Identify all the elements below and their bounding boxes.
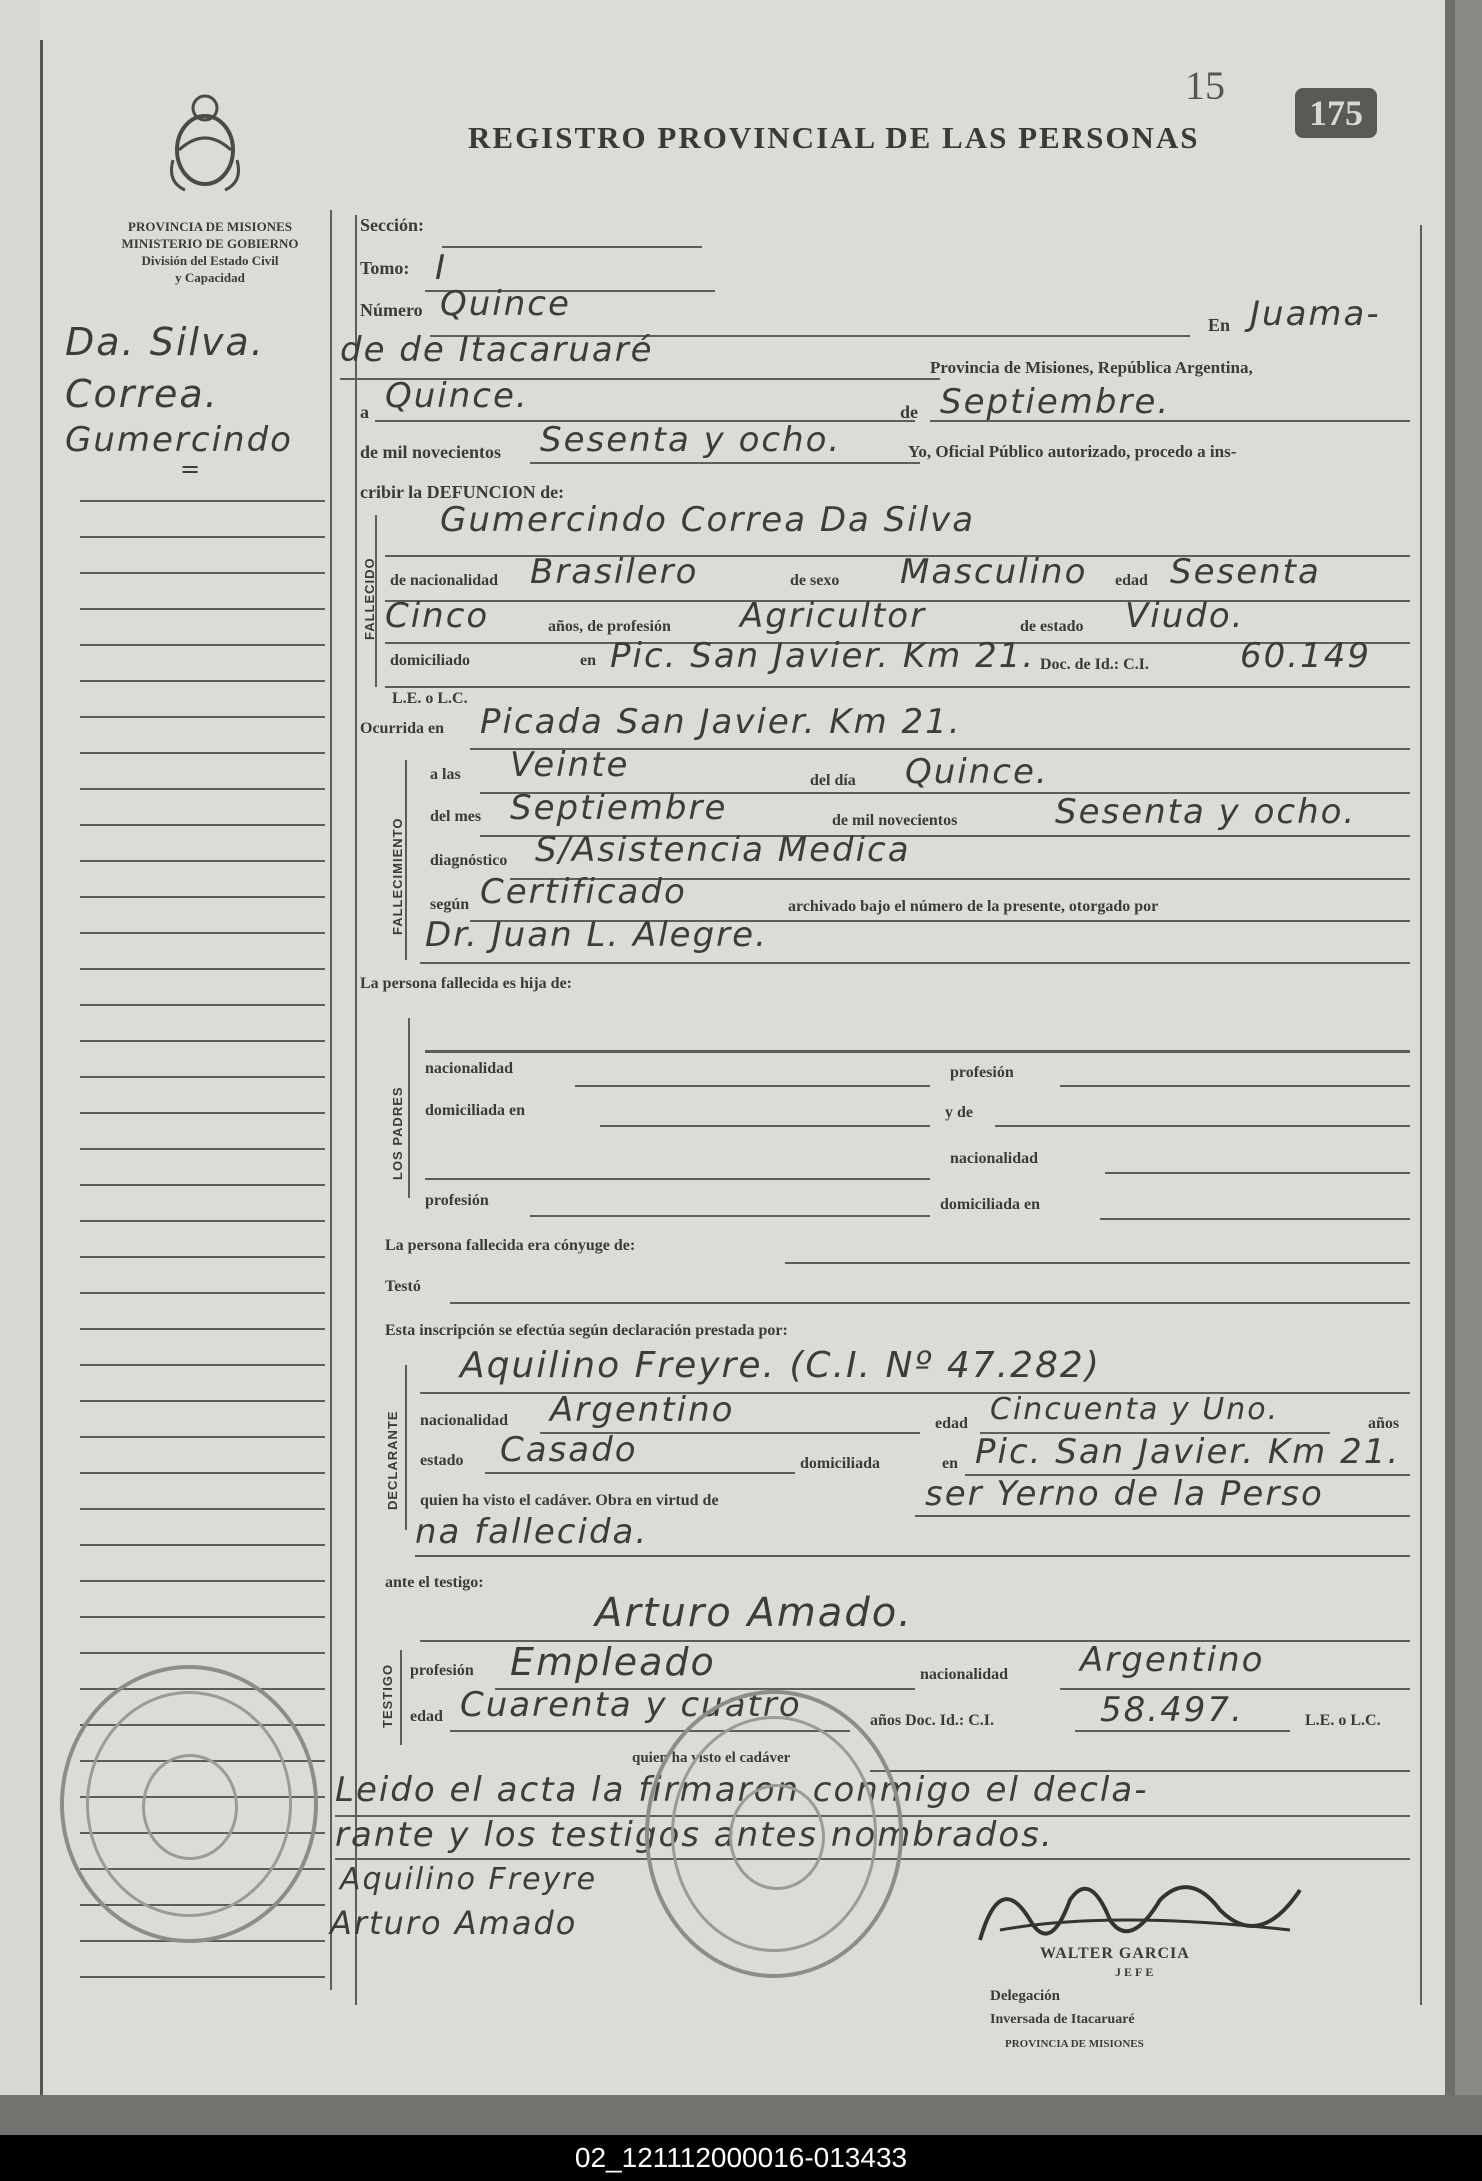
padre-profesion-label: profesión — [950, 1064, 1014, 1081]
provincia-text: PROVINCIA DE MISIONES — [1005, 2038, 1144, 2050]
mes-label: del mes — [430, 808, 482, 825]
padre-nacionalidad-label: nacionalidad — [425, 1060, 514, 1077]
doctor-line — [420, 962, 1410, 964]
margin-rule — [80, 1004, 325, 1006]
en-value: Juama- — [1250, 294, 1381, 334]
month-line — [930, 420, 1410, 422]
tomo-label: Tomo: — [360, 258, 410, 278]
closing-line-2: rante y los testigos antes nombrados. — [335, 1815, 1054, 1855]
margin-rule — [80, 824, 325, 826]
document-page — [40, 0, 1455, 2110]
declarante-obra-line-2 — [415, 1555, 1410, 1557]
fallecido-domicilio-label: domiciliado — [390, 652, 471, 669]
declarante-name: Aquilino Freyre. (C.I. Nº 47.282) — [460, 1345, 1101, 1386]
testigo-edad-label: edad — [410, 1708, 443, 1725]
declarante-anios-label: años — [1368, 1415, 1400, 1432]
testo-label: Testó — [385, 1278, 421, 1295]
testigo-bracket — [400, 1650, 402, 1745]
de-label: de — [900, 402, 918, 422]
year-line — [530, 462, 920, 464]
margin-rule — [80, 1148, 325, 1150]
margin-rule — [80, 680, 325, 682]
testigo-doc-line — [1075, 1730, 1290, 1732]
margin-rule — [80, 860, 325, 862]
official-text: Yo, Oficial Público autorizado, procedo a ins- — [908, 442, 1237, 461]
margin-rule — [80, 1040, 325, 1042]
conyuge-text: La persona fallecida era cónyuge de: — [385, 1237, 636, 1254]
seccion-line — [442, 246, 702, 248]
fallecido-row4-line — [385, 686, 1410, 688]
ocurrida-value: Picada San Javier. Km 21. — [480, 702, 962, 742]
padres-bracket — [408, 1018, 410, 1198]
testigo-nacionalidad-label: nacionalidad — [920, 1666, 1009, 1683]
declarante-domiciliada-label: domiciliada — [800, 1455, 881, 1472]
declarante-bracket — [405, 1365, 407, 1530]
place-value: de de Itacaruaré — [340, 330, 654, 370]
declarante-cadaver-text: quien ha visto el cadáver. Obra en virtud de — [420, 1492, 719, 1509]
fallecido-edad-label: edad — [1115, 572, 1148, 589]
declarante-estado: Casado — [500, 1430, 638, 1470]
testigo-doc-label: años Doc. Id.: C.I. — [870, 1712, 995, 1729]
declarante-nacionalidad: Argentino — [550, 1390, 735, 1430]
testigo-profesion-label: profesión — [410, 1662, 474, 1679]
inscribir-text: cribir la DEFUNCION de: — [360, 482, 565, 502]
fallecido-edad-1: Sesenta — [1170, 552, 1321, 592]
coat-of-arms-icon — [165, 90, 245, 200]
book-bottom-edge — [0, 2095, 1482, 2135]
fallecido-sexo: Masculino — [900, 552, 1088, 592]
margin-rule-left — [40, 40, 43, 2100]
margin-rule — [80, 536, 325, 538]
mes-value: Septiembre — [510, 788, 728, 828]
margin-rule — [80, 1184, 325, 1186]
margin-rule — [80, 500, 325, 502]
fallecimiento-section-label: FALLECIMIENTO — [390, 817, 405, 935]
left-page-edge — [0, 0, 40, 2135]
declarante-intro: Esta inscripción se efectúa según declaración prestada por: — [385, 1322, 788, 1339]
fallecido-name: Gumercindo Correa Da Silva — [440, 500, 976, 540]
hora-value: Veinte — [510, 745, 630, 785]
hija-text: La persona fallecida es hija de: — [360, 975, 572, 992]
testo-line — [450, 1302, 1410, 1304]
delegacion-text: Delegación — [990, 1988, 1060, 2004]
margin-note-line-2: Correa. — [65, 372, 219, 416]
margin-rule — [80, 896, 325, 898]
en-label: En — [1208, 315, 1231, 335]
margin-rule — [80, 1256, 325, 1258]
margin-rule — [80, 1580, 325, 1582]
month-value: Septiembre. — [940, 382, 1171, 422]
year-value: Sesenta y ocho. — [540, 420, 842, 460]
fallecido-en-label: en — [580, 652, 596, 669]
margin-rule — [80, 716, 325, 718]
declarante-obra-1: ser Yerno de la Perso — [925, 1474, 1324, 1514]
signature-declarante: Aquilino Freyre — [340, 1862, 598, 1897]
fallecido-doc-label: Doc. de Id.: C.I. — [1040, 656, 1149, 673]
alas-label: a las — [430, 766, 461, 783]
fallecido-nacionalidad: Brasilero — [530, 552, 699, 592]
declarante-estado-line — [485, 1472, 795, 1474]
declarante-edad-label: edad — [935, 1415, 968, 1432]
signature-testigo: Arturo Amado — [330, 1904, 578, 1942]
fallecido-profesion: Agricultor — [740, 596, 927, 636]
margin-rule — [80, 1508, 325, 1510]
province-text: Provincia de Misiones, República Argentina, — [930, 358, 1253, 377]
archivado-text: archivado bajo el número de la presente, otorgado por — [788, 898, 1159, 915]
testigo-section-label: TESTIGO — [380, 1663, 395, 1728]
margin-rule — [80, 1328, 325, 1330]
dia-label: del día — [810, 772, 856, 789]
fallecido-section-label: FALLECIDO — [362, 557, 377, 640]
conyuge-line — [785, 1262, 1410, 1264]
margin-note-mark: = — [180, 455, 203, 483]
fallecido-estado-label: de estado — [1020, 618, 1084, 635]
margin-rule — [80, 1544, 325, 1546]
margin-rule — [80, 968, 325, 970]
madre-nacionalidad-label: nacionalidad — [950, 1150, 1039, 1167]
declarante-obra-line-1 — [915, 1515, 1410, 1517]
margin-rule — [80, 1292, 325, 1294]
fallecido-le-lc-label: L.E. o L.C. — [392, 690, 468, 707]
madre-name-line-2 — [425, 1178, 930, 1180]
padre-profesion-line — [1060, 1085, 1410, 1087]
institution-line-2: MINISTERIO DE GOBIERNO — [121, 236, 299, 251]
tomo-value: I — [435, 248, 448, 288]
madre-name-line — [995, 1125, 1410, 1127]
margin-rule — [80, 1400, 325, 1402]
margin-rule — [80, 1364, 325, 1366]
margin-rule — [80, 1976, 325, 1978]
margin-note-line-1: Da. Silva. — [65, 320, 265, 364]
numero-value: Quince — [440, 284, 571, 324]
numero-label: Número — [360, 300, 423, 320]
oficina-text: Inversada de Itacaruaré — [990, 2012, 1135, 2027]
anio-value: Sesenta y ocho. — [1055, 792, 1357, 832]
margin-rule — [80, 1652, 325, 1654]
margin-rule — [80, 752, 325, 754]
margin-rule — [80, 572, 325, 574]
declarante-estado-label: estado — [420, 1452, 464, 1469]
institution-line-3: División del Estado Civil — [141, 253, 279, 268]
fallecido-estado: Viudo. — [1125, 596, 1245, 636]
doctor-value: Dr. Juan L. Alegre. — [425, 915, 768, 955]
fallecido-bracket — [375, 515, 377, 687]
margin-rule — [80, 1076, 325, 1078]
testigo-edad: Cuarenta y cuatro — [460, 1685, 802, 1725]
official-title: JEFE — [1115, 1965, 1157, 1979]
form-left-border — [355, 215, 357, 2005]
day-value: Quince. — [385, 376, 529, 416]
margin-rule — [80, 644, 325, 646]
fallecido-anios-profesion-label: años, de profesión — [548, 618, 671, 635]
form-right-border — [1420, 225, 1422, 2005]
fallecido-sexo-label: de sexo — [790, 572, 840, 589]
margin-divider — [330, 210, 332, 1990]
padres-section-label: LOS PADRES — [390, 1086, 405, 1180]
y-de-label: y de — [945, 1104, 973, 1121]
official-name: WALTER GARCIA — [1040, 1945, 1190, 1962]
madre-domiciliada-label: domiciliada en — [940, 1196, 1041, 1213]
madre-profesion-label: profesión — [425, 1192, 489, 1209]
declarante-en-label: en — [942, 1455, 958, 1472]
declarante-domicilio: Pic. San Javier. Km 21. — [975, 1432, 1401, 1472]
margin-note-line-3: Gumercindo — [65, 420, 293, 460]
image-identifier: 02_121112000016-013433 — [0, 2135, 1482, 2181]
testigo-intro: ante el testigo: — [385, 1574, 484, 1591]
official-seal-left — [60, 1665, 318, 1943]
year-prefix: de mil novecientos — [360, 442, 501, 462]
institution-block — [60, 218, 360, 286]
margin-rule — [80, 1436, 325, 1438]
madre-profesion-line — [530, 1215, 930, 1217]
anio-label: de mil novecientos — [832, 812, 958, 829]
segun-value: Certificado — [480, 872, 687, 912]
declarante-obra-2: na fallecida. — [415, 1512, 649, 1552]
margin-rule — [80, 1472, 325, 1474]
padre-domicilio-line — [600, 1125, 930, 1127]
testigo-le-lc-label: L.E. o L.C. — [1305, 1712, 1381, 1729]
madre-domicilio-line — [1100, 1218, 1410, 1220]
fallecido-domicilio: Pic. San Javier. Km 21. — [610, 636, 1036, 676]
testigo-profesion: Empleado — [510, 1640, 716, 1684]
margin-rule — [80, 1220, 325, 1222]
page-number: 15 — [1185, 63, 1225, 108]
padre-nacionalidad-line — [575, 1085, 930, 1087]
padre-name-line — [425, 1050, 1410, 1053]
margin-rule — [80, 788, 325, 790]
declarante-edad: Cincuenta y Uno. — [990, 1392, 1280, 1427]
padre-domiciliada-label: domiciliada en — [425, 1102, 526, 1119]
testigo-doc: 58.497. — [1100, 1690, 1244, 1730]
folio-badge: 175 — [1295, 88, 1377, 138]
closing-line-1: Leido el acta la firmaron conmigo el decla- — [335, 1770, 1149, 1810]
margin-rule — [80, 932, 325, 934]
ocurrida-label: Ocurrida en — [360, 720, 444, 737]
seccion-label: Sección: — [360, 215, 424, 235]
fallecido-edad-2: Cinco — [385, 596, 490, 636]
institution-line-4: y Capacidad — [175, 270, 245, 285]
declarante-nacionalidad-label: nacionalidad — [420, 1412, 509, 1429]
institution-line-1: PROVINCIA DE MISIONES — [128, 219, 292, 234]
segun-label: según — [430, 896, 470, 913]
a-label: a — [360, 402, 369, 422]
fallecido-nacionalidad-label: de nacionalidad — [390, 572, 499, 589]
testigo-cadaver-text: quien ha visto el cadáver — [632, 1750, 791, 1766]
fallecimiento-bracket — [405, 760, 407, 960]
margin-rule — [80, 1112, 325, 1114]
fallecido-doc: 60.149 — [1240, 636, 1371, 676]
madre-nacionalidad-line — [1105, 1172, 1410, 1174]
diagnostico-value: S/Asistencia Medica — [535, 830, 911, 870]
official-seal-center — [645, 1690, 903, 1978]
document-title: REGISTRO PROVINCIAL DE LAS PERSONAS — [468, 120, 1200, 155]
declarante-section-label: DECLARANTE — [385, 1410, 400, 1510]
margin-rule — [80, 1616, 325, 1618]
diagnostico-label: diagnóstico — [430, 852, 508, 869]
dia-value: Quince. — [905, 752, 1049, 792]
testigo-nacionalidad: Argentino — [1080, 1640, 1265, 1680]
testigo-name: Arturo Amado. — [595, 1590, 913, 1636]
margin-rule — [80, 608, 325, 610]
